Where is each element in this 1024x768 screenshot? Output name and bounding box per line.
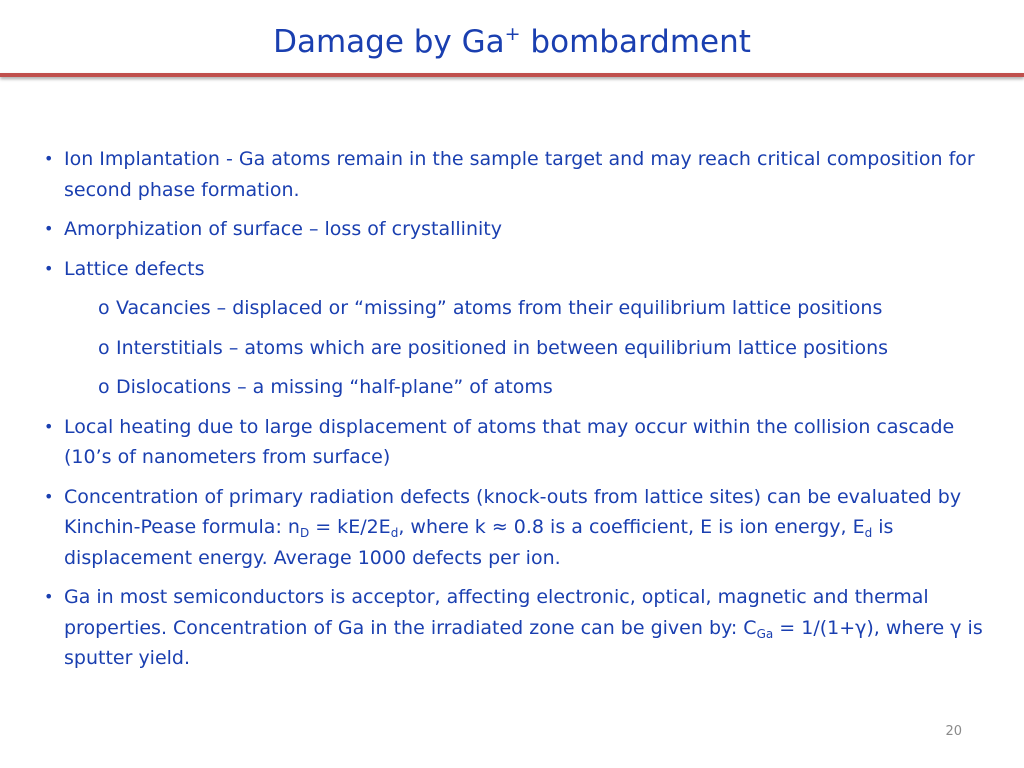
bullet-text — [64, 586, 983, 669]
text-segment: Ga in most semiconductors is acceptor, affecting electronic, optical, magnetic and thermal properties. Concentration of Ga in the irradiated zone can be given by: C — [64, 586, 929, 639]
slide-title-main: Damage by Ga — [273, 24, 505, 60]
page-number: 20 — [945, 724, 962, 739]
sub-bullet-marker: o — [98, 376, 110, 398]
sub-bullet-text: Vacancies – displaced or “missing” atoms from their equilibrium lattice positions — [116, 297, 883, 319]
title-divider — [0, 73, 1024, 77]
text-segment: = 1/(1+γ), where γ is sputter yield. — [64, 616, 983, 669]
bullet-item-ion-implantation — [44, 144, 984, 205]
bullet-item-lattice-defects — [44, 254, 984, 285]
bullet-text: Lattice defects — [64, 257, 205, 280]
bullet-item-kinchin-pease — [44, 482, 984, 574]
bullet-item-ga-acceptor — [44, 582, 984, 674]
sub-bullet-item-interstitials — [44, 333, 984, 364]
bullet-marker: • — [44, 486, 54, 506]
bullet-marker: • — [44, 416, 54, 436]
bullet-marker: • — [44, 258, 54, 278]
bullet-marker: • — [44, 219, 54, 238]
sub-bullet-item-vacancies — [44, 293, 984, 324]
slide-title — [0, 24, 1024, 60]
bullet-text: Amorphization of surface – loss of crystallinity — [64, 218, 502, 240]
subscript: Ga — [756, 626, 774, 641]
sub-bullet-item-dislocations — [44, 372, 984, 403]
text-segment: = kE/2E — [309, 516, 391, 538]
slide-title-rest: bombardment — [520, 24, 751, 60]
subscript: d — [390, 526, 399, 540]
bullet-text — [64, 486, 961, 569]
bullet-text: Local heating due to large displacement of atoms that may occur within the collision cascade (10’s of nanometers from surface) — [64, 415, 955, 468]
text-segment: , where k ≈ 0.8 is a coefficient, E is ion energy, E — [398, 516, 865, 538]
sub-bullet-marker: o — [98, 297, 110, 319]
bullet-marker: • — [44, 587, 54, 606]
bullet-item-amorphization — [44, 214, 984, 245]
bullet-item-local-heating — [44, 412, 984, 473]
bullet-text: Ion Implantation - Ga atoms remain in the sample target and may reach critical composition for second phase formation. — [64, 148, 975, 201]
text-segment: Concentration of primary radiation defects (knock-outs from lattice sites) can be evaluated by Kinchin-Pease formula: n — [64, 485, 962, 538]
bullet-list — [44, 144, 984, 683]
text-segment: is displacement energy. Average 1000 defects per ion. — [64, 516, 894, 569]
bullet-marker: • — [44, 149, 54, 168]
sub-bullet-marker: o — [98, 336, 110, 359]
slide-title-superscript: + — [504, 23, 521, 45]
subscript: d — [864, 526, 873, 540]
subscript: D — [299, 526, 310, 540]
sub-bullet-text: Interstitials – atoms which are positioned in between equilibrium lattice positions — [116, 336, 889, 359]
sub-bullet-text: Dislocations – a missing “half-plane” of atoms — [116, 376, 553, 398]
